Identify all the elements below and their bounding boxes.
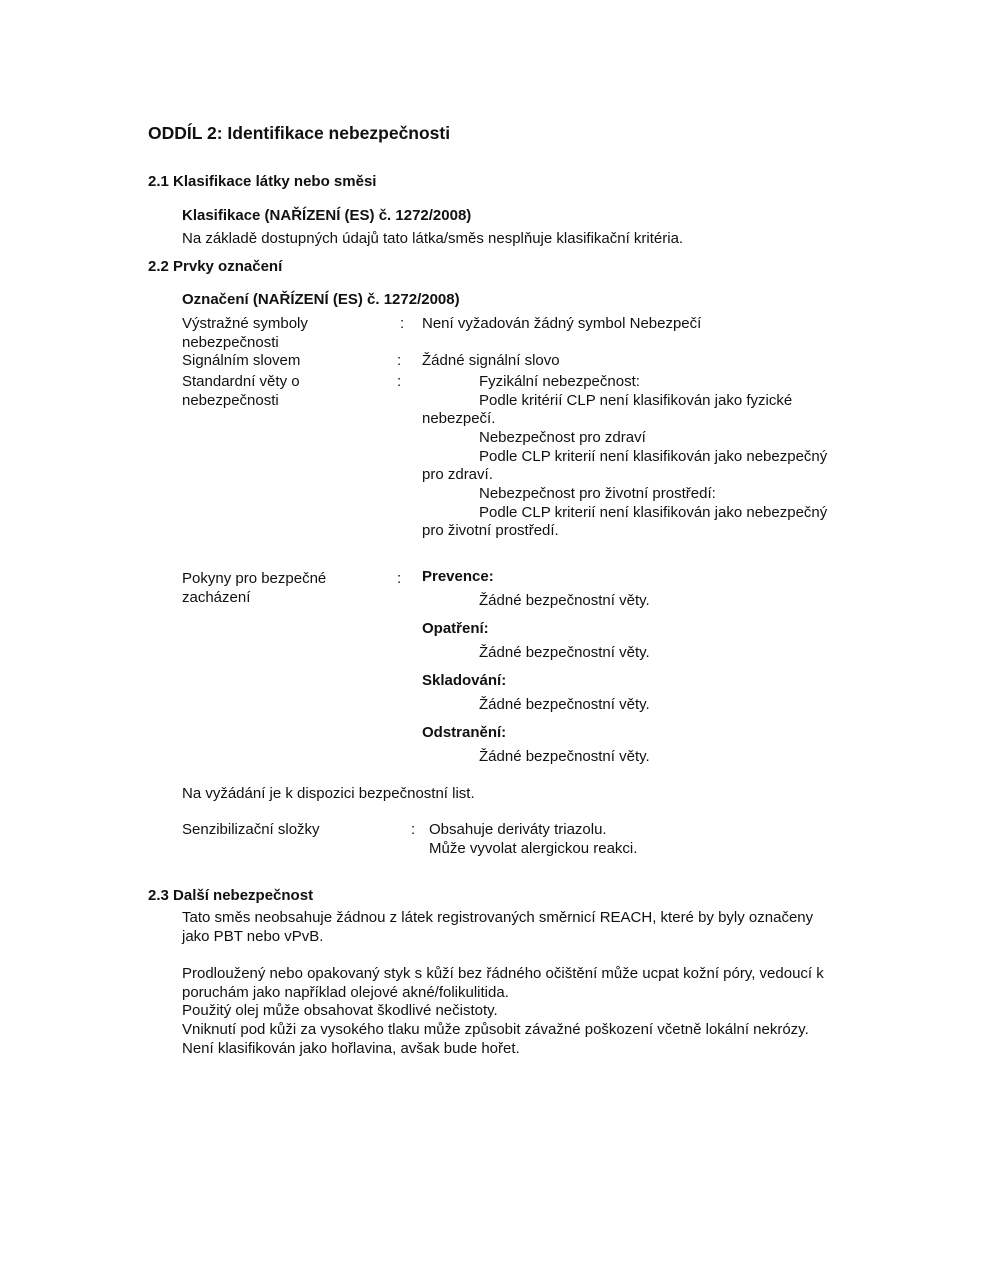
colon: : <box>397 570 402 587</box>
classification-text: Na základě dostupných údajů tato látka/směs nesplňuje klasifikační kritéria. <box>182 230 684 247</box>
hazard-label-line2: nebezpečnosti <box>182 392 279 409</box>
hazard-line: Nebezpečnost pro zdraví <box>479 429 646 446</box>
hazard-line: Podle kritérií CLP není klasifikován jako fyzické <box>479 392 793 409</box>
hazard-label-line1: Standardní věty o <box>182 373 300 390</box>
sensitizer-label: Senzibilizační složky <box>182 821 320 838</box>
symbols-value: Není vyžadován žádný symbol Nebezpečí <box>422 315 702 332</box>
signal-value: Žádné signální slovo <box>422 352 560 369</box>
hazard-line: pro životní prostředí. <box>422 522 559 539</box>
response-heading: Opatření: <box>422 620 489 637</box>
classification-subheading: Klasifikace (NAŘÍZENÍ (ES) č. 1272/2008) <box>182 207 472 224</box>
colon: : <box>411 821 416 838</box>
heading-2-2: 2.2 Prvky označení <box>148 258 283 275</box>
symbols-label-line2: nebezpečnosti <box>182 334 279 351</box>
other-hazards-line: poruchám jako například olejové akné/folikulitida. <box>182 984 509 1001</box>
colon: : <box>400 315 405 332</box>
precaution-label-line1: Pokyny pro bezpečné <box>182 570 327 587</box>
labelling-subheading: Označení (NAŘÍZENÍ (ES) č. 1272/2008) <box>182 291 460 308</box>
heading-2-1: 2.1 Klasifikace látky nebo směsi <box>148 173 377 190</box>
precaution-label-line2: zacházení <box>182 589 251 606</box>
hazard-line: Podle CLP kriterií není klasifikován jako nebezpečný <box>479 448 828 465</box>
hazard-line: pro zdraví. <box>422 466 493 483</box>
response-text: Žádné bezpečnostní věty. <box>479 644 650 661</box>
sds-note: Na vyžádání je k dispozici bezpečnostní list. <box>182 785 475 802</box>
sensitizer-value-line1: Obsahuje deriváty triazolu. <box>429 821 607 838</box>
prevention-heading: Prevence: <box>422 568 494 585</box>
other-hazards-line: Použitý olej může obsahovat škodlivé nečistoty. <box>182 1002 498 1019</box>
disposal-heading: Odstranění: <box>422 724 507 741</box>
disposal-text: Žádné bezpečnostní věty. <box>479 748 650 765</box>
storage-heading: Skladování: <box>422 672 507 689</box>
hazard-line: Podle CLP kriterií není klasifikován jako nebezpečný <box>479 504 828 521</box>
prevention-text: Žádné bezpečnostní věty. <box>479 592 650 609</box>
hazard-line: nebezpečí. <box>422 410 496 427</box>
other-hazards-line: jako PBT nebo vPvB. <box>182 928 324 945</box>
hazard-line: Nebezpečnost pro životní prostředí: <box>479 485 716 502</box>
other-hazards-line: Tato směs neobsahuje žádnou z látek registrovaných směrnicí REACH, které by byly označeny <box>182 909 814 926</box>
section-title: ODDÍL 2: Identifikace nebezpečnosti <box>148 123 451 143</box>
other-hazards-line: Není klasifikován jako hořlavina, avšak bude hořet. <box>182 1040 520 1057</box>
other-hazards-line: Prodloužený nebo opakovaný styk s kůží bez řádného očištění může ucpat kožní póry, vedoucí k <box>182 965 824 982</box>
other-hazards-line: Vniknutí pod kůži za vysokého tlaku může způsobit závažné poškození včetně lokální nekrózy. <box>182 1021 809 1038</box>
storage-text: Žádné bezpečnostní věty. <box>479 696 650 713</box>
hazard-line: Fyzikální nebezpečnost: <box>479 373 640 390</box>
heading-2-3: 2.3 Další nebezpečnost <box>148 887 314 904</box>
sensitizer-value-line2: Může vyvolat alergickou reakci. <box>429 840 638 857</box>
colon: : <box>397 373 402 390</box>
signal-label: Signálním slovem <box>182 352 301 369</box>
symbols-label-line1: Výstražné symboly <box>182 315 308 332</box>
colon: : <box>397 352 402 369</box>
